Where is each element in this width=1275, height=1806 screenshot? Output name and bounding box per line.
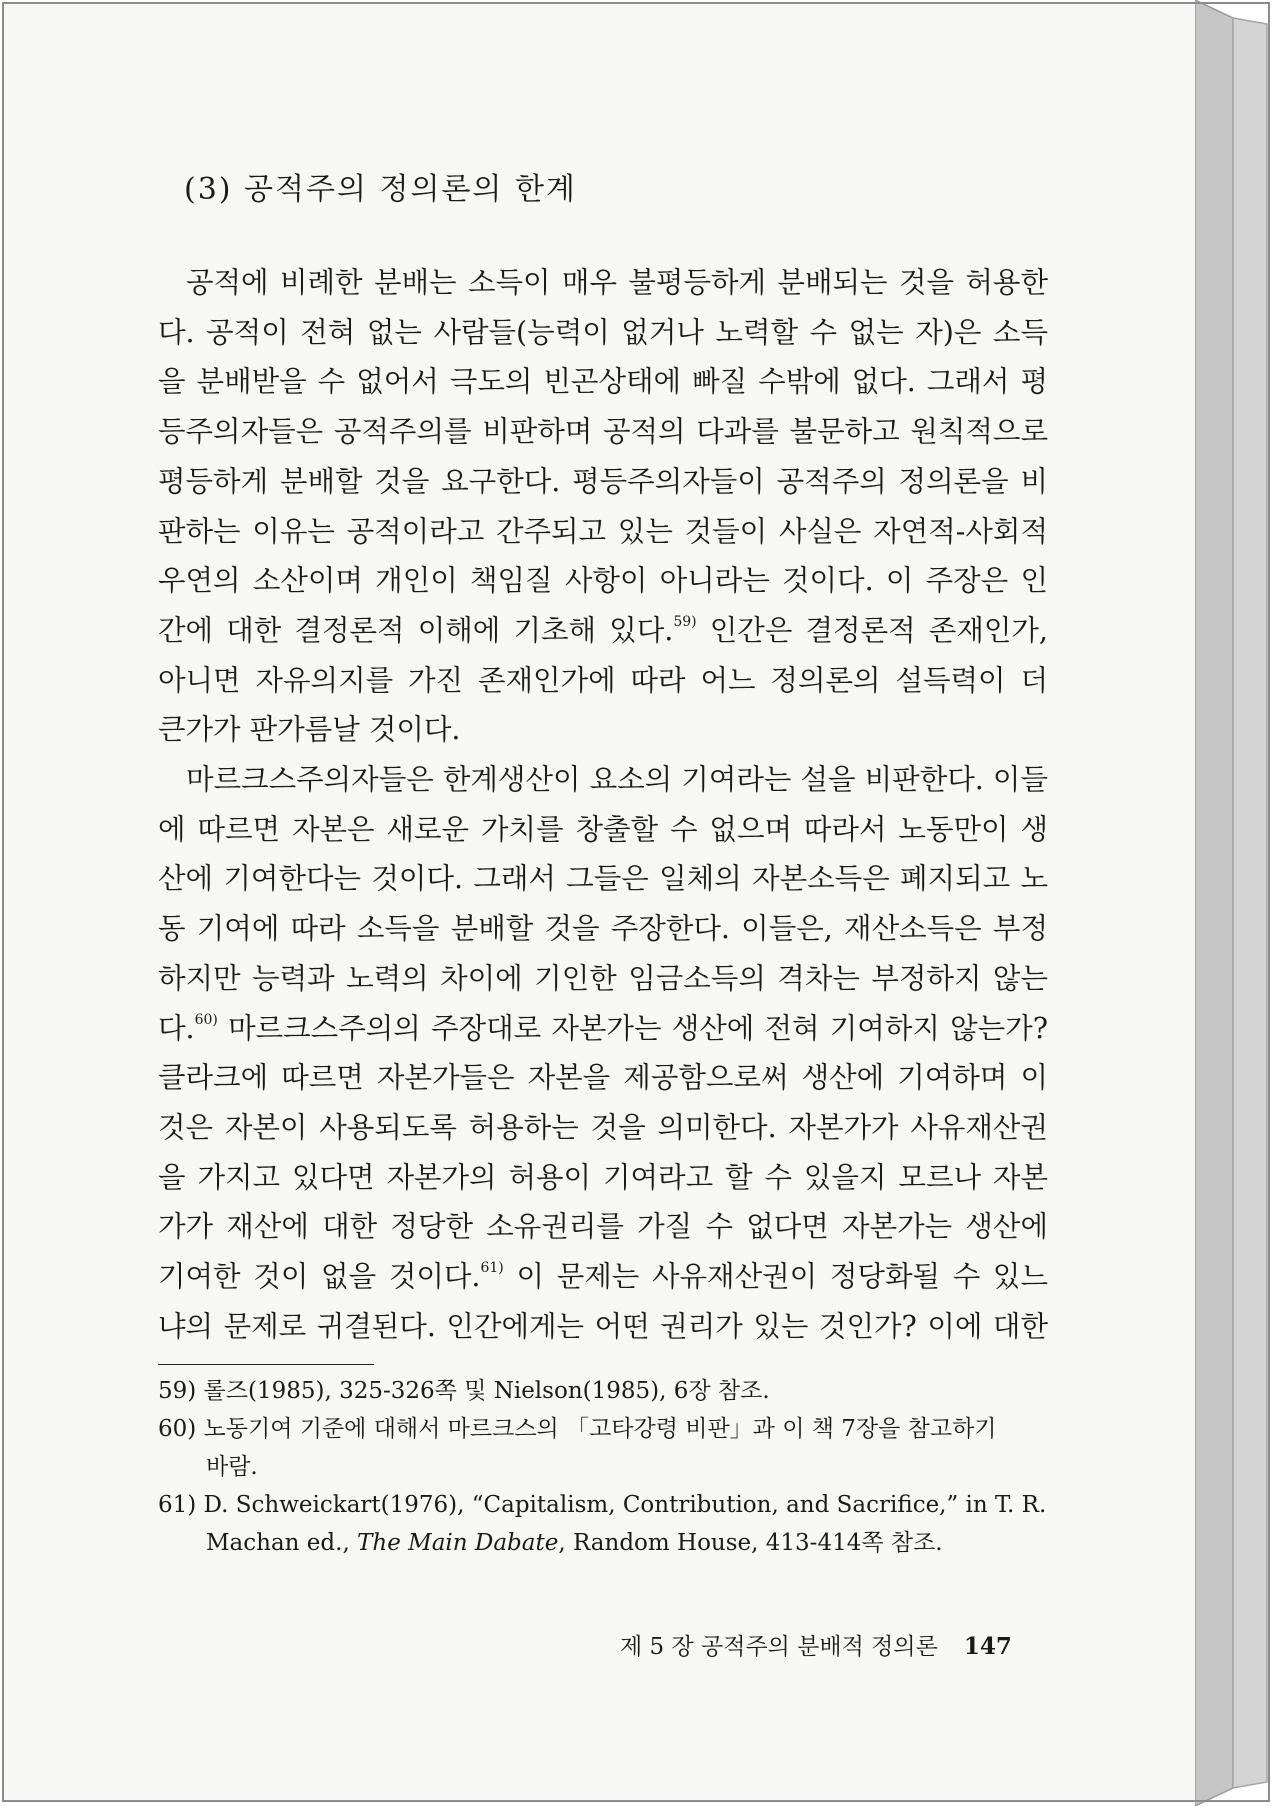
running-footer bbox=[620, 1628, 1012, 1661]
text-segment: 마르크스주의의 주장대로 자본가는 생산에 전혀 기여하지 않는가? bbox=[217, 1011, 1048, 1045]
text-line: 하지만 능력과 노력의 차이에 기인한 임금소득의 격차는 부정하지 않는 bbox=[158, 961, 1048, 995]
text-line: 마르크스주의자들은 한계생산이 요소의 기여라는 설을 비판한다. 이들 bbox=[186, 763, 1048, 797]
text-segment: Machan ed., bbox=[206, 1530, 358, 1556]
text-segment: 인간은 결정론적 존재인가, bbox=[696, 613, 1048, 647]
text-line: 다. 공적이 전혀 없는 사람들(능력이 없거나 노력할 수 없는 자)은 소득 bbox=[158, 315, 1048, 349]
text-line: 큰가가 판가름날 것이다. bbox=[158, 713, 461, 747]
text-line bbox=[158, 1004, 1048, 1054]
text-line: 동 기여에 따라 소득을 분배할 것을 주장한다. 이들은, 재산소득은 부정 bbox=[158, 912, 1048, 946]
text-line: 을 가지고 있다면 자본가의 허용이 기여라고 할 수 있을지 모르나 자본 bbox=[158, 1160, 1048, 1194]
footnote-60: 60) 노동기여 기준에 대해서 마르크스의 「고타강령 비판」과 이 책 7장을 참고하기 bbox=[158, 1416, 997, 1442]
text-line bbox=[158, 1252, 1048, 1302]
text-line: 판하는 이유는 공적이라고 간주되고 있는 것들이 사실은 자연적-사회적 bbox=[158, 514, 1048, 548]
text-line: 산에 기여한다는 것이다. 그래서 그들은 일체의 자본소득은 폐지되고 노 bbox=[158, 862, 1048, 896]
text-line: 평등하게 분배할 것을 요구한다. 평등주의자들이 공적주의 정의론을 비 bbox=[158, 464, 1048, 498]
footnote-60-continued: 바람. bbox=[206, 1454, 258, 1480]
text-segment: 이 문제는 사유재산권이 정당화될 수 있느 bbox=[503, 1260, 1048, 1294]
text-line: 공적에 비례한 분배는 소득이 매우 불평등하게 분배되는 것을 허용한 bbox=[186, 266, 1048, 299]
text-line: 가가 재산에 대한 정당한 소유권리를 가질 수 없다면 자본가는 생산에 bbox=[158, 1210, 1048, 1244]
footnote-61: 61) D. Schweickart(1976), “Capitalism, Contribution, and Sacrifice,” in T. R. bbox=[158, 1492, 1047, 1518]
body-text bbox=[158, 258, 1048, 1351]
footnote-separator bbox=[158, 1364, 374, 1365]
paragraph-2 bbox=[158, 755, 1048, 1351]
text-segment: 간에 대한 결정론적 이해에 기초해 있다. bbox=[158, 613, 674, 647]
footnote-59: 59) 롤즈(1985), 325-326쪽 및 Nielson(1985), 6장 참조. bbox=[158, 1378, 770, 1404]
footnote-ref-61[interactable]: 61) bbox=[480, 1260, 504, 1277]
text-line: 에 따르면 자본은 새로운 가치를 창출할 수 없으며 따라서 노동만이 생 bbox=[158, 812, 1048, 846]
text-line: 우연의 소산이며 개인이 책임질 사항이 아니라는 것이다. 이 주장은 인 bbox=[158, 564, 1048, 598]
text-segment: 기여한 것이 없을 것이다. bbox=[158, 1260, 481, 1294]
text-segment: 다. bbox=[158, 1011, 195, 1045]
paragraph-1 bbox=[158, 258, 1048, 755]
page-number: 147 bbox=[963, 1633, 1012, 1660]
text-line: 냐의 문제로 귀결된다. 인간에게는 어떤 권리가 있는 것인가? 이에 대한 bbox=[158, 1309, 1048, 1343]
footnote-61-continued bbox=[158, 1524, 1048, 1562]
text-line: 것은 자본이 사용되도록 허용하는 것을 의미한다. 자본가가 사유재산권 bbox=[158, 1110, 1048, 1144]
book-title: The Main Dabate bbox=[357, 1530, 559, 1556]
footnote-ref-59[interactable]: 59) bbox=[673, 613, 697, 630]
footnotes bbox=[158, 1372, 1048, 1562]
text-line: 클라크에 따르면 자본가들은 자본을 제공함으로써 생산에 기여하며 이 bbox=[158, 1061, 1048, 1095]
text-segment: , Random House, 413-414쪽 참조. bbox=[558, 1530, 943, 1556]
chapter-title: 제 5 장 공적주의 분배적 정의론 bbox=[620, 1634, 938, 1660]
text-line: 등주의자들은 공적주의를 비판하며 공적의 다과를 불문하고 원칙적으로 bbox=[158, 415, 1048, 449]
text-line: 을 분배받을 수 없어서 극도의 빈곤상태에 빠질 수밖에 없다. 그래서 평 bbox=[158, 365, 1048, 399]
footnote-ref-60[interactable]: 60) bbox=[194, 1011, 218, 1028]
text-line bbox=[158, 606, 1048, 656]
section-heading: (3) 공적주의 정의론의 한계 bbox=[184, 172, 577, 207]
text-line: 아니면 자유의지를 가진 존재인가에 따라 어느 정의론의 설득력이 더 bbox=[158, 663, 1048, 697]
